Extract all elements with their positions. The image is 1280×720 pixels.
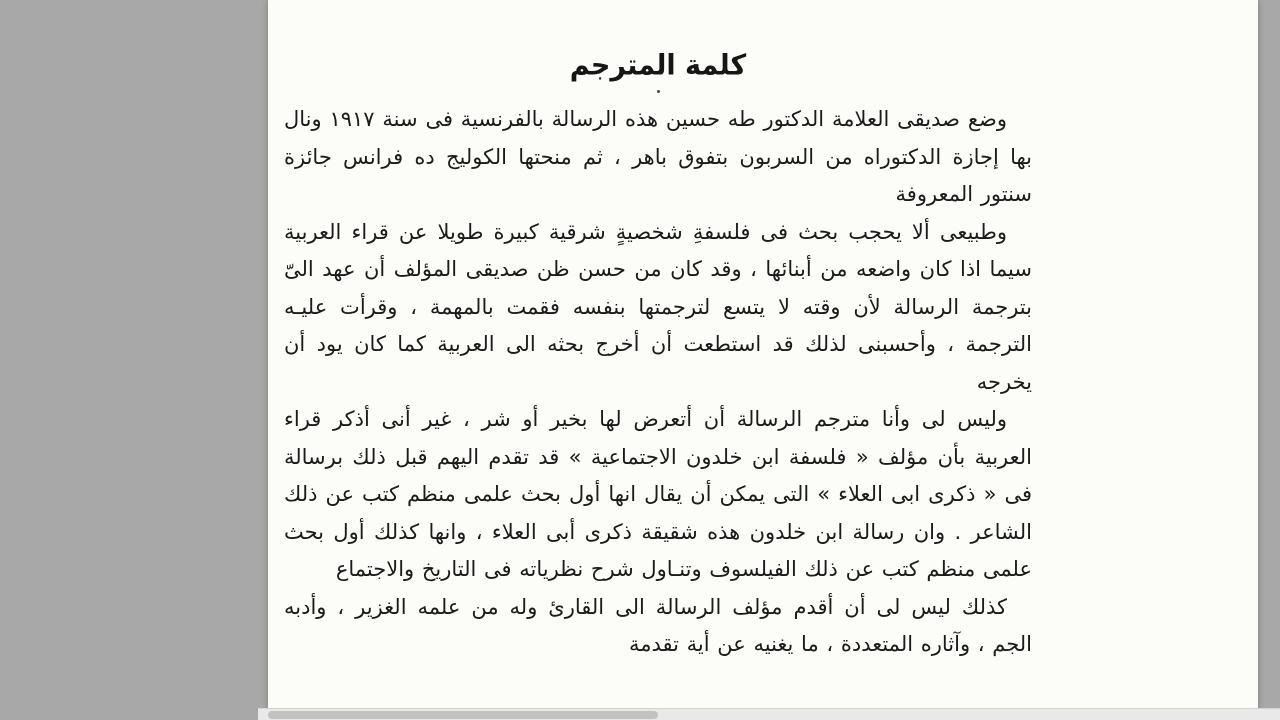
paragraph: كذلك ليس لى أن أقدم مؤلف الرسالة الى القارئ وله من علمه الغزير ، وأدبه الجم ، وآثاره المتعددة ، ما يغنيه عن أية تقدمة xyxy=(284,594,1032,656)
horizontal-scrollbar[interactable] xyxy=(258,708,1280,720)
scan-speck xyxy=(657,90,660,93)
page-text xyxy=(284,46,1032,664)
foreword-title: كلمة المترجم xyxy=(569,49,747,82)
paragraph: وطبيعى ألا يحجب بحث فى فلسفةِ شخصيةٍ شرقية كبيرة طويلا عن قراء العربية سيما اذا كان واضعه من أبنائها ، وقد كان من حسن ظن صديقى المؤلف أن عهد الىّ بترجمة الرسالة لأن وقته لا يتسع لترجمتها بنفسه فقمت بالمهمة ، وقرأت عليـه الترجمة ، وأحسبنى لذلك قد استطعت أن أخرج بحثه الى العربية كما كان يود أن يخرجه xyxy=(284,219,1032,394)
scanned-page xyxy=(268,0,1258,710)
scrollbar-thumb[interactable] xyxy=(268,711,658,719)
paragraph: وضع صديقى العلامة الدكتور طه حسين هذه الرسالة بالفرنسية فى سنة ١٩١٧ ونال بها إجازة الدكتوراه من السربون بتفوق باهر ، ثم منحتها الكوليج ده فرانس جائزة سنتور المعروفة xyxy=(284,107,1032,206)
paragraph: وليس لى وأنا مترجم الرسالة أن أتعرض لها بخير أو شر ، غير أنى أذكر قراء العربية بأن مؤلف « فلسفة ابن خلدون الاجتماعية » قد تقدم اليهم قبل ذلك برسالة فى « ذكرى ابى العلاء » التى يمكن أن يقال انها أول بحث علمى منظم كتب عن ذلك الشاعر . وان رسالة ابن خلدون هذه شقيقة ذكرى أبى العلاء ، وانها كذلك أول بحث علمى منظم كتب عن ذلك الفيلسوف وتنـاول شرح نظرياته فى التاريخ والاجتماع xyxy=(284,407,1032,581)
